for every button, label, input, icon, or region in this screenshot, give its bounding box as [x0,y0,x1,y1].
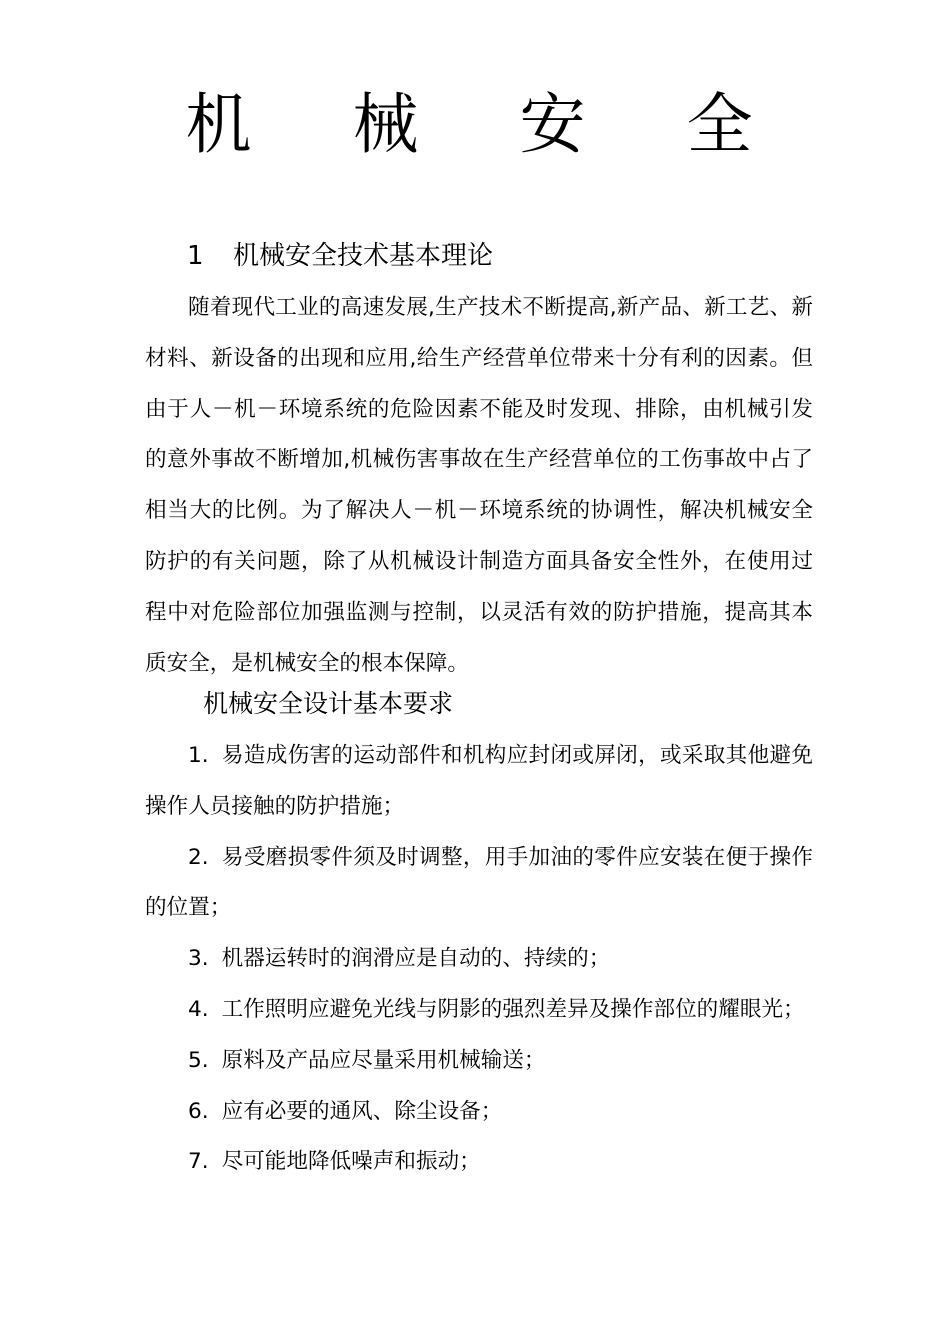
list-item [145,934,813,985]
list-item-number: 3. [188,946,209,972]
list-item-text: 应有必要的通风、除尘设备； [221,1098,503,1124]
list-item-text: 易受磨损零件须及时调整，用手加油的零件应安装在便于操作的位置； [145,844,813,921]
list-item-number: 2. [188,844,209,870]
list-item-number: 5. [188,1047,209,1073]
list-item-text: 机器运转时的润滑应是自动的、持续的； [221,946,611,972]
list-item [145,833,813,935]
list-item-text: 尽可能地降低噪声和振动； [221,1149,481,1175]
subheading: 机械安全设计基本要求 [203,689,454,718]
list-item-text: 易造成伤害的运动部件和机构应封闭或屏闭，或采取其他避免操作人员接触的防护措施； [145,743,813,819]
list-item-number: 7. [188,1149,209,1175]
list-item [145,731,813,833]
list-item [145,1036,813,1087]
list-item-number: 4. [188,996,209,1022]
list-item [145,1137,813,1188]
section-number: 1 [187,241,204,271]
list-item-number: 1. [188,743,209,768]
section-heading-text: 机械安全技术基本理论 [233,241,494,271]
body-paragraph: 随着现代工业的高速发展,生产技术不断提高,新产品、新工艺、新材料、新设备的出现和应用,给生产经营单位带来十分有利的因素。但由于人－机－环境系统的危险因素不能及时发现、排除，由机械引发的意外事故不断增加,机械伤害事故在生产经营单位的工伤事故中占了相当大的比例。为了解决人－机－环境系统的协调性，解决机械安全防护的有关问题，除了从机械设计制造方面具备安全性外，在使用过程中对危险部位加强监测与控制，以灵活有效的防护措施，提高其本质安全，是机械安全的根本保障。 [145,295,813,676]
list-item-text: 工作照明应避免光线与阴影的强烈差异及操作部位的耀眼光； [221,996,805,1022]
list-item [145,985,813,1036]
list-item-text: 原料及产品应尽量采用机械输送； [221,1047,546,1073]
section-heading [187,236,493,276]
requirements-list [145,731,813,1188]
page-title: 机 械 安 全 [185,86,793,163]
list-item-number: 6. [188,1098,209,1124]
list-item [145,1087,813,1138]
